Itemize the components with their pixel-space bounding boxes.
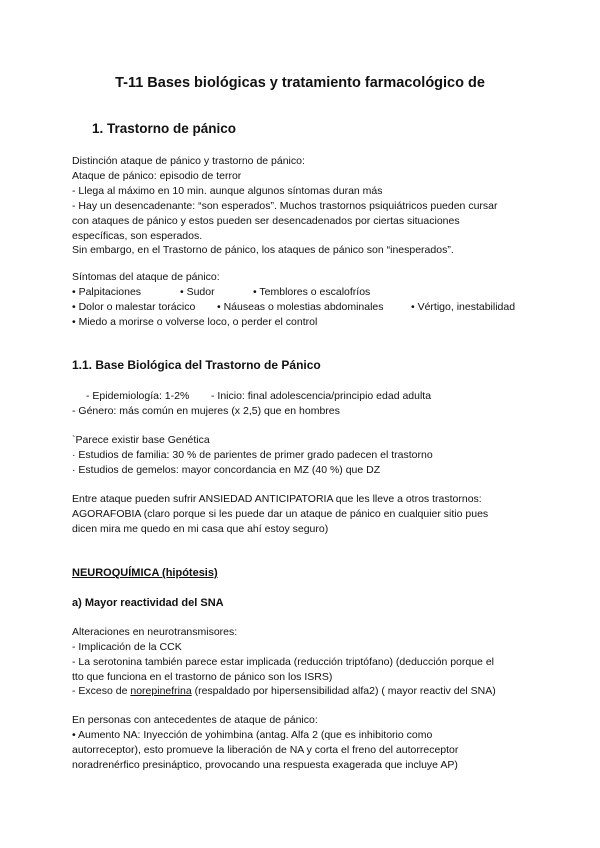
alteration-line: tto que funciona en el trastorno de pánico son los ISRS) [72,671,333,683]
section-heading-trastorno-panico: 1. Trastorno de pánico [92,121,237,136]
anxiety-line: Entre ataque pueden sufrir ANSIEDAD ANTICIPATORIA que les lleve a otros trastornos: [72,493,482,505]
symptom-item: • Temblores o escalofríos [253,286,371,298]
alteration-line: Alteraciones en neurotransmisores: [72,626,238,638]
intro-line: - Hay un desencadenante: “son esperados”. Muchos trastornos psiquiátricos pueden cursar [72,200,498,212]
section-heading-base-biologica: 1.1. Base Biológica del Trastorno de Pánico [72,358,321,372]
exceso-suffix: (respaldado por hipersensibilidad alfa2) ( mayor reactiv del SNA) [191,685,496,697]
symptom-item: • Dolor o malestar torácico [72,301,196,313]
antecedentes-line: • Aumento NA: Inyección de yohimbina (antag. Alfa 2 (que es inhibitorio como [72,729,433,741]
epidemiology-text: - Epidemiología: 1-2% [86,390,190,402]
symptom-item: • Palpitaciones [72,286,142,298]
exceso-line [72,684,496,699]
symptom-item: • Miedo a morirse o volverse loco, o perder el control [72,316,318,328]
exceso-prefix: - Exceso de [72,685,131,697]
intro-line: con ataques de pánico y estos pueden ser desencadenados por ciertas situaciones [72,215,460,227]
intro-line: Distinción ataque de pánico y trastorno de pánico: [72,155,305,167]
alteration-line: - Implicación de la CCK [72,641,182,653]
genetic-line: `Parece existir base Genética [72,434,210,446]
antecedentes-line: En personas con antecedentes de ataque de pánico: [72,714,318,726]
anxiety-line: AGORAFOBIA (claro porque si les puede dar un ataque de pánico en cualquier sitio pues [72,508,489,520]
genetic-line: · Estudios de gemelos: mayor concordancia en MZ (40 %) que DZ [72,464,381,476]
symptoms-title: Síntomas del ataque de pánico: [72,271,220,283]
symptom-item: • Sudor [180,286,215,298]
intro-line: Sin embargo, en el Trastorno de pánico, los ataques de pánico son “inesperados”. [72,244,454,256]
anxiety-line: dicen mira me quedo en mi casa que ahí estoy seguro) [72,523,329,535]
antecedentes-line: autorreceptor), esto promueve la liberación de NA y corta el freno del autorreceptor [72,744,459,756]
onset-text: - Inicio: final adolescencia/principio edad adulta [211,390,432,402]
genetic-line: · Estudios de familia: 30 % de parientes de primer grado padecen el trastorno [72,449,433,461]
intro-line: específicas, son esperados. [72,230,203,242]
document-title: T-11 Bases biológicas y tratamiento farmacológico de [115,75,485,91]
sna-heading: a) Mayor reactividad del SNA [72,597,224,609]
alteration-line: - La serotonina también parece estar implicada (reducción triptófano) (deducción porque el [72,656,494,668]
gender-text: - Género: más común en mujeres (x 2,5) que en hombres [72,405,340,417]
intro-line: - Llega al máximo en 10 min. aunque algunos síntomas duran más [72,185,383,197]
symptom-item: • Vértigo, inestabilidad [411,301,516,313]
antecedentes-line: noradrenérfico presináptico, provocando una respuesta exagerada que incluye AP) [72,759,458,771]
neuroquimica-heading: NEUROQUÍMICA (hipótesis) [72,567,218,579]
intro-line: Ataque de pánico: episodio de terror [72,170,242,182]
symptom-item: • Náuseas o molestias abdominales [217,301,384,313]
norepinefrina-term: norepinefrina [130,685,192,697]
